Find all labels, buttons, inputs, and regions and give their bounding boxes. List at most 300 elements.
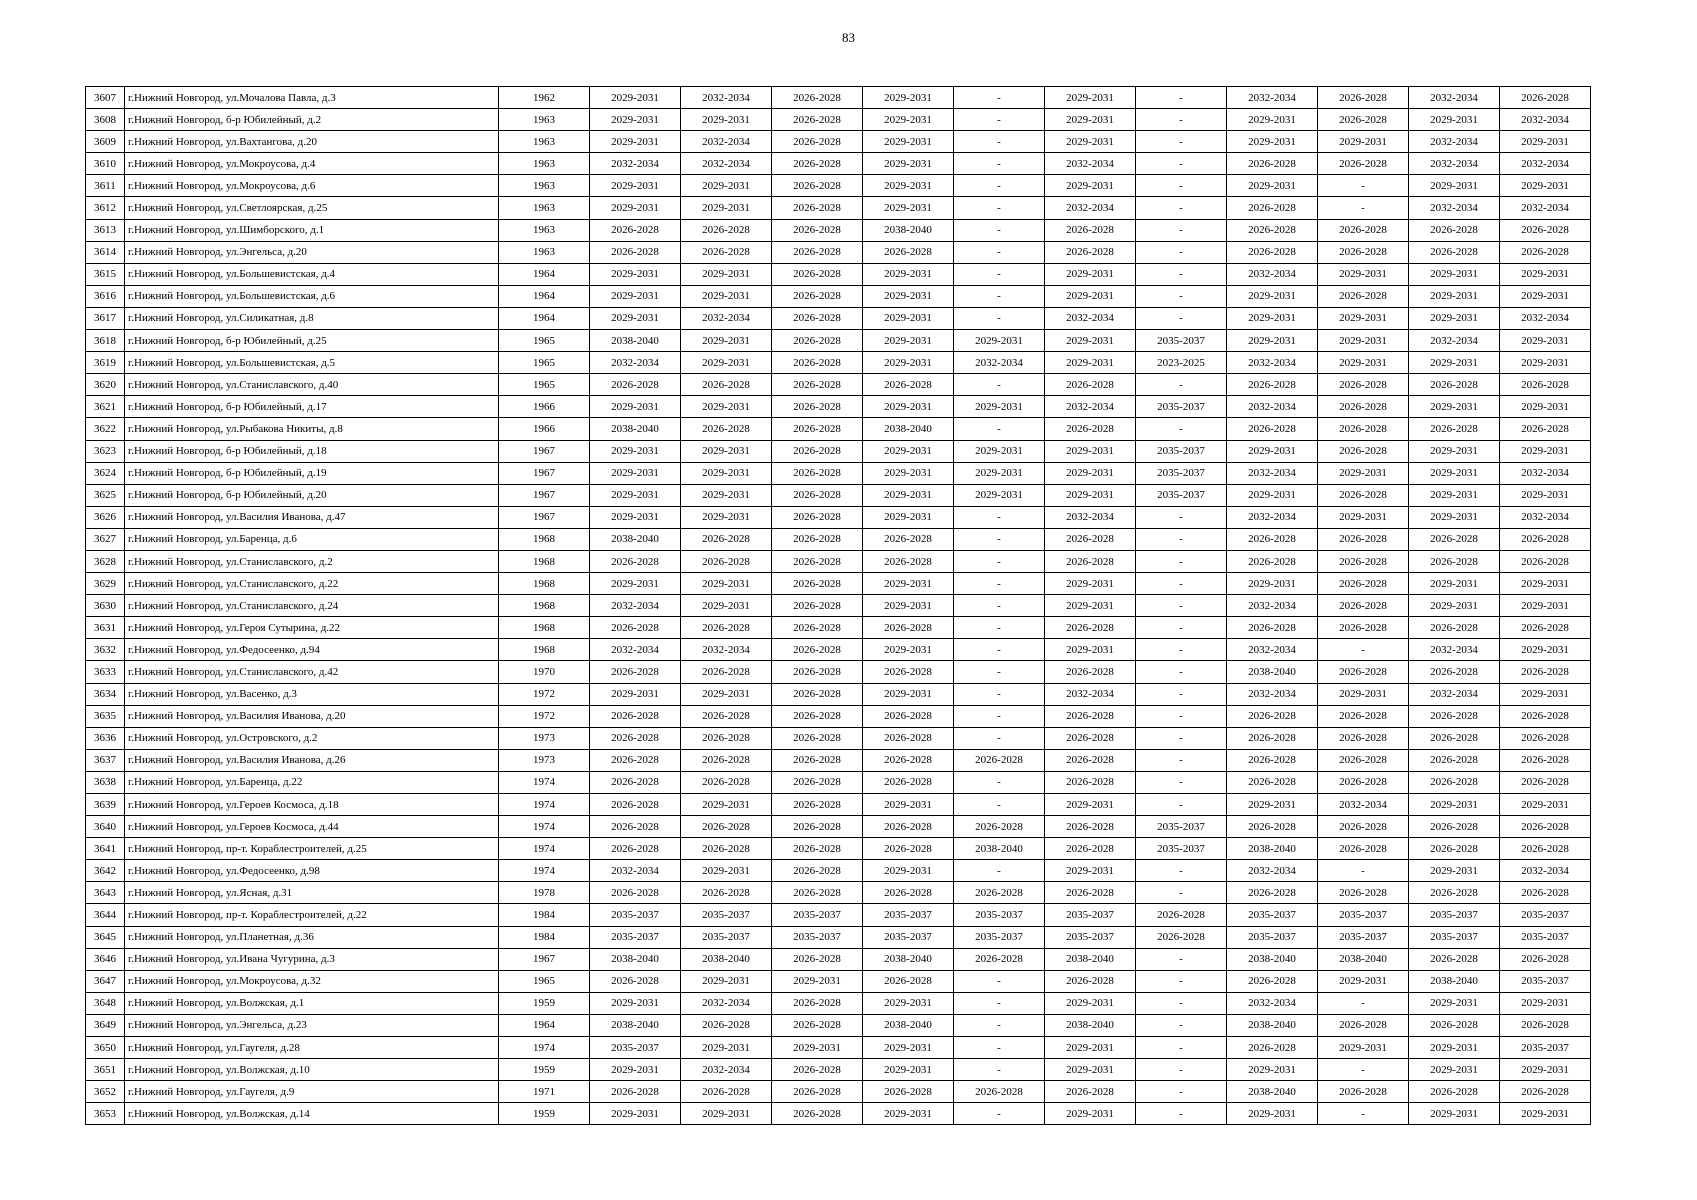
cell-row-number: 3620 — [86, 374, 125, 396]
cell-row-number: 3648 — [86, 992, 125, 1014]
cell-period-8: 2026-2028 — [1227, 1037, 1318, 1059]
cell-period-3: 2026-2028 — [772, 705, 863, 727]
cell-year-built: 1968 — [499, 617, 590, 639]
cell-period-6: 2026-2028 — [1045, 528, 1136, 550]
cell-period-2: 2026-2028 — [681, 1081, 772, 1103]
cell-period-10: 2029-2031 — [1409, 573, 1500, 595]
cell-period-11: 2032-2034 — [1500, 197, 1591, 219]
cell-period-2: 2026-2028 — [681, 241, 772, 263]
cell-period-6: 2029-2031 — [1045, 484, 1136, 506]
cell-period-7: - — [1136, 948, 1227, 970]
cell-period-9: 2029-2031 — [1318, 970, 1409, 992]
cell-period-1: 2029-2031 — [590, 506, 681, 528]
cell-period-2: 2029-2031 — [681, 595, 772, 617]
cell-period-2: 2026-2028 — [681, 617, 772, 639]
cell-period-5: - — [954, 87, 1045, 109]
cell-address: г.Нижний Новгород, ул.Ясная, д.31 — [125, 882, 499, 904]
cell-period-3: 2026-2028 — [772, 661, 863, 683]
cell-period-1: 2026-2028 — [590, 705, 681, 727]
cell-period-5: - — [954, 573, 1045, 595]
cell-period-2: 2029-2031 — [681, 506, 772, 528]
cell-period-9: 2029-2031 — [1318, 263, 1409, 285]
cell-period-4: 2029-2031 — [863, 109, 954, 131]
cell-period-8: 2032-2034 — [1227, 683, 1318, 705]
cell-period-5: 2035-2037 — [954, 926, 1045, 948]
cell-period-4: 2026-2028 — [863, 970, 954, 992]
cell-period-1: 2026-2028 — [590, 550, 681, 572]
cell-period-8: 2032-2034 — [1227, 396, 1318, 418]
cell-period-3: 2026-2028 — [772, 771, 863, 793]
cell-period-8: 2026-2028 — [1227, 705, 1318, 727]
table-row — [86, 860, 1591, 882]
cell-period-4: 2026-2028 — [863, 705, 954, 727]
cell-period-7: - — [1136, 153, 1227, 175]
cell-row-number: 3607 — [86, 87, 125, 109]
cell-period-11: 2029-2031 — [1500, 440, 1591, 462]
cell-period-10: 2026-2028 — [1409, 838, 1500, 860]
table-row — [86, 197, 1591, 219]
cell-period-10: 2029-2031 — [1409, 992, 1500, 1014]
cell-address: г.Нижний Новгород, ул.Энгельса, д.20 — [125, 241, 499, 263]
cell-row-number: 3640 — [86, 816, 125, 838]
cell-period-9: 2029-2031 — [1318, 462, 1409, 484]
cell-period-2: 2029-2031 — [681, 794, 772, 816]
cell-period-5: 2029-2031 — [954, 396, 1045, 418]
cell-period-1: 2035-2037 — [590, 904, 681, 926]
cell-period-6: 2035-2037 — [1045, 926, 1136, 948]
cell-year-built: 1978 — [499, 882, 590, 904]
cell-address: г.Нижний Новгород, б-р Юбилейный, д.20 — [125, 484, 499, 506]
cell-period-11: 2029-2031 — [1500, 595, 1591, 617]
cell-period-2: 2026-2028 — [681, 1014, 772, 1036]
cell-period-5: - — [954, 285, 1045, 307]
cell-period-6: 2026-2028 — [1045, 374, 1136, 396]
cell-period-1: 2026-2028 — [590, 838, 681, 860]
cell-period-11: 2032-2034 — [1500, 462, 1591, 484]
cell-period-9: 2029-2031 — [1318, 506, 1409, 528]
cell-period-8: 2026-2028 — [1227, 528, 1318, 550]
cell-period-10: 2029-2031 — [1409, 285, 1500, 307]
table-row — [86, 109, 1591, 131]
cell-address: г.Нижний Новгород, ул.Мочалова Павла, д.3 — [125, 87, 499, 109]
cell-period-9: 2026-2028 — [1318, 882, 1409, 904]
cell-period-6: 2029-2031 — [1045, 595, 1136, 617]
cell-period-2: 2038-2040 — [681, 948, 772, 970]
cell-period-6: 2032-2034 — [1045, 506, 1136, 528]
cell-period-4: 2035-2037 — [863, 926, 954, 948]
cell-period-3: 2026-2028 — [772, 882, 863, 904]
cell-period-3: 2029-2031 — [772, 1037, 863, 1059]
cell-period-4: 2038-2040 — [863, 1014, 954, 1036]
cell-period-10: 2032-2034 — [1409, 683, 1500, 705]
cell-period-9: 2029-2031 — [1318, 330, 1409, 352]
cell-period-6: 2029-2031 — [1045, 794, 1136, 816]
cell-year-built: 1970 — [499, 661, 590, 683]
cell-period-3: 2026-2028 — [772, 219, 863, 241]
cell-period-3: 2026-2028 — [772, 440, 863, 462]
cell-period-7: - — [1136, 307, 1227, 329]
cell-year-built: 1963 — [499, 175, 590, 197]
cell-address: г.Нижний Новгород, пр-т. Кораблестроителей, д.22 — [125, 904, 499, 926]
cell-period-10: 2026-2028 — [1409, 771, 1500, 793]
cell-period-5: 2029-2031 — [954, 462, 1045, 484]
cell-period-2: 2029-2031 — [681, 175, 772, 197]
cell-row-number: 3651 — [86, 1059, 125, 1081]
cell-period-1: 2026-2028 — [590, 970, 681, 992]
cell-period-6: 2032-2034 — [1045, 307, 1136, 329]
cell-period-1: 2026-2028 — [590, 241, 681, 263]
cell-period-2: 2026-2028 — [681, 771, 772, 793]
cell-year-built: 1973 — [499, 727, 590, 749]
cell-period-9: 2026-2028 — [1318, 87, 1409, 109]
cell-period-8: 2029-2031 — [1227, 307, 1318, 329]
cell-row-number: 3609 — [86, 131, 125, 153]
cell-address: г.Нижний Новгород, ул.Федосеенко, д.98 — [125, 860, 499, 882]
cell-row-number: 3644 — [86, 904, 125, 926]
cell-period-11: 2026-2028 — [1500, 219, 1591, 241]
cell-period-7: - — [1136, 573, 1227, 595]
cell-period-5: - — [954, 771, 1045, 793]
cell-period-5: - — [954, 1037, 1045, 1059]
cell-period-10: 2029-2031 — [1409, 263, 1500, 285]
cell-period-3: 2026-2028 — [772, 285, 863, 307]
cell-year-built: 1965 — [499, 352, 590, 374]
cell-year-built: 1984 — [499, 904, 590, 926]
cell-period-9: - — [1318, 197, 1409, 219]
cell-period-11: 2026-2028 — [1500, 374, 1591, 396]
cell-year-built: 1968 — [499, 573, 590, 595]
cell-period-9: 2035-2037 — [1318, 926, 1409, 948]
cell-period-11: 2026-2028 — [1500, 528, 1591, 550]
cell-row-number: 3630 — [86, 595, 125, 617]
cell-period-1: 2029-2031 — [590, 175, 681, 197]
cell-period-6: 2026-2028 — [1045, 970, 1136, 992]
cell-period-6: 2026-2028 — [1045, 838, 1136, 860]
cell-period-7: - — [1136, 197, 1227, 219]
cell-period-10: 2026-2028 — [1409, 528, 1500, 550]
cell-period-11: 2026-2028 — [1500, 771, 1591, 793]
cell-period-7: 2023-2025 — [1136, 352, 1227, 374]
cell-row-number: 3628 — [86, 550, 125, 572]
cell-period-6: 2026-2028 — [1045, 550, 1136, 572]
cell-period-8: 2029-2031 — [1227, 484, 1318, 506]
cell-period-1: 2035-2037 — [590, 1037, 681, 1059]
cell-year-built: 1963 — [499, 197, 590, 219]
cell-year-built: 1968 — [499, 528, 590, 550]
cell-period-5: 2026-2028 — [954, 1081, 1045, 1103]
cell-period-2: 2035-2037 — [681, 926, 772, 948]
cell-year-built: 1967 — [499, 948, 590, 970]
cell-period-11: 2029-2031 — [1500, 573, 1591, 595]
cell-period-11: 2029-2031 — [1500, 992, 1591, 1014]
cell-period-10: 2035-2037 — [1409, 904, 1500, 926]
cell-row-number: 3629 — [86, 573, 125, 595]
cell-year-built: 1964 — [499, 285, 590, 307]
cell-period-7: - — [1136, 506, 1227, 528]
cell-period-5: 2026-2028 — [954, 749, 1045, 771]
cell-period-9: 2026-2028 — [1318, 771, 1409, 793]
cell-period-3: 2026-2028 — [772, 1059, 863, 1081]
cell-period-3: 2035-2037 — [772, 926, 863, 948]
cell-period-1: 2029-2031 — [590, 573, 681, 595]
cell-period-1: 2029-2031 — [590, 197, 681, 219]
cell-period-3: 2026-2028 — [772, 131, 863, 153]
cell-period-7: - — [1136, 241, 1227, 263]
cell-period-6: 2026-2028 — [1045, 418, 1136, 440]
cell-period-8: 2026-2028 — [1227, 219, 1318, 241]
cell-period-6: 2026-2028 — [1045, 241, 1136, 263]
cell-period-5: - — [954, 374, 1045, 396]
cell-period-1: 2038-2040 — [590, 330, 681, 352]
cell-period-10: 2026-2028 — [1409, 882, 1500, 904]
cell-period-1: 2035-2037 — [590, 926, 681, 948]
cell-address: г.Нижний Новгород, ул.Островского, д.2 — [125, 727, 499, 749]
cell-period-4: 2029-2031 — [863, 1037, 954, 1059]
cell-year-built: 1984 — [499, 926, 590, 948]
cell-period-11: 2032-2034 — [1500, 153, 1591, 175]
cell-period-5: - — [954, 705, 1045, 727]
cell-period-10: 2035-2037 — [1409, 926, 1500, 948]
cell-period-11: 2035-2037 — [1500, 904, 1591, 926]
cell-period-8: 2032-2034 — [1227, 352, 1318, 374]
cell-period-3: 2026-2028 — [772, 87, 863, 109]
cell-year-built: 1968 — [499, 550, 590, 572]
cell-period-6: 2032-2034 — [1045, 197, 1136, 219]
cell-year-built: 1971 — [499, 1081, 590, 1103]
cell-period-5: - — [954, 639, 1045, 661]
cell-address: г.Нижний Новгород, ул.Станиславского, д.42 — [125, 661, 499, 683]
cell-year-built: 1964 — [499, 1014, 590, 1036]
cell-period-9: - — [1318, 1103, 1409, 1125]
cell-period-4: 2029-2031 — [863, 396, 954, 418]
cell-period-2: 2026-2028 — [681, 882, 772, 904]
table-row — [86, 1081, 1591, 1103]
cell-period-4: 2026-2028 — [863, 550, 954, 572]
cell-address: г.Нижний Новгород, ул.Вахтангова, д.20 — [125, 131, 499, 153]
cell-period-2: 2029-2031 — [681, 263, 772, 285]
cell-period-6: 2029-2031 — [1045, 263, 1136, 285]
cell-period-8: 2029-2031 — [1227, 1059, 1318, 1081]
cell-period-11: 2026-2028 — [1500, 1014, 1591, 1036]
cell-period-4: 2029-2031 — [863, 484, 954, 506]
cell-period-5: - — [954, 1014, 1045, 1036]
cell-period-2: 2029-2031 — [681, 573, 772, 595]
cell-period-1: 2029-2031 — [590, 396, 681, 418]
cell-period-10: 2032-2034 — [1409, 639, 1500, 661]
cell-period-1: 2026-2028 — [590, 771, 681, 793]
cell-period-4: 2029-2031 — [863, 263, 954, 285]
cell-period-5: 2026-2028 — [954, 948, 1045, 970]
table-row — [86, 352, 1591, 374]
cell-period-4: 2026-2028 — [863, 816, 954, 838]
cell-period-6: 2026-2028 — [1045, 771, 1136, 793]
cell-address: г.Нижний Новгород, ул.Баренца, д.6 — [125, 528, 499, 550]
cell-row-number: 3642 — [86, 860, 125, 882]
table-row — [86, 705, 1591, 727]
cell-period-4: 2026-2028 — [863, 1081, 954, 1103]
cell-period-4: 2029-2031 — [863, 307, 954, 329]
cell-period-7: 2035-2037 — [1136, 816, 1227, 838]
cell-period-3: 2026-2028 — [772, 462, 863, 484]
table-row — [86, 992, 1591, 1014]
table-row — [86, 683, 1591, 705]
cell-year-built: 1959 — [499, 1103, 590, 1125]
cell-address: г.Нижний Новгород, ул.Васенко, д.3 — [125, 683, 499, 705]
cell-period-10: 2026-2028 — [1409, 749, 1500, 771]
cell-period-10: 2026-2028 — [1409, 550, 1500, 572]
table-row — [86, 550, 1591, 572]
cell-row-number: 3636 — [86, 727, 125, 749]
cell-period-1: 2038-2040 — [590, 418, 681, 440]
cell-period-7: - — [1136, 1037, 1227, 1059]
cell-period-5: 2026-2028 — [954, 882, 1045, 904]
cell-period-2: 2032-2034 — [681, 639, 772, 661]
cell-period-2: 2029-2031 — [681, 396, 772, 418]
cell-period-8: 2029-2031 — [1227, 330, 1318, 352]
cell-period-7: - — [1136, 970, 1227, 992]
cell-address: г.Нижний Новгород, ул.Волжская, д.10 — [125, 1059, 499, 1081]
cell-period-9: - — [1318, 639, 1409, 661]
cell-period-4: 2026-2028 — [863, 241, 954, 263]
cell-period-7: 2026-2028 — [1136, 904, 1227, 926]
table-row — [86, 661, 1591, 683]
cell-period-5: - — [954, 992, 1045, 1014]
cell-period-9: 2026-2028 — [1318, 396, 1409, 418]
cell-period-1: 2032-2034 — [590, 860, 681, 882]
cell-period-7: - — [1136, 617, 1227, 639]
cell-period-4: 2029-2031 — [863, 131, 954, 153]
cell-period-8: 2038-2040 — [1227, 838, 1318, 860]
cell-period-4: 2038-2040 — [863, 948, 954, 970]
cell-year-built: 1964 — [499, 263, 590, 285]
cell-period-11: 2032-2034 — [1500, 506, 1591, 528]
cell-period-8: 2026-2028 — [1227, 771, 1318, 793]
cell-period-8: 2032-2034 — [1227, 860, 1318, 882]
cell-period-10: 2029-2031 — [1409, 440, 1500, 462]
table-row — [86, 573, 1591, 595]
cell-period-11: 2026-2028 — [1500, 550, 1591, 572]
cell-period-2: 2029-2031 — [681, 462, 772, 484]
cell-address: г.Нижний Новгород, ул.Станиславского, д.2 — [125, 550, 499, 572]
cell-period-5: 2032-2034 — [954, 352, 1045, 374]
cell-period-9: 2029-2031 — [1318, 131, 1409, 153]
cell-period-10: 2032-2034 — [1409, 330, 1500, 352]
cell-period-8: 2029-2031 — [1227, 573, 1318, 595]
cell-period-9: 2026-2028 — [1318, 241, 1409, 263]
cell-period-10: 2026-2028 — [1409, 418, 1500, 440]
cell-period-4: 2029-2031 — [863, 352, 954, 374]
cell-period-8: 2026-2028 — [1227, 617, 1318, 639]
cell-period-1: 2029-2031 — [590, 263, 681, 285]
cell-row-number: 3613 — [86, 219, 125, 241]
cell-period-2: 2029-2031 — [681, 970, 772, 992]
cell-address: г.Нижний Новгород, ул.Мокроусова, д.6 — [125, 175, 499, 197]
cell-period-6: 2029-2031 — [1045, 462, 1136, 484]
cell-period-5: 2038-2040 — [954, 838, 1045, 860]
cell-row-number: 3639 — [86, 794, 125, 816]
cell-period-4: 2029-2031 — [863, 1103, 954, 1125]
cell-period-1: 2026-2028 — [590, 374, 681, 396]
cell-period-9: 2026-2028 — [1318, 595, 1409, 617]
cell-row-number: 3622 — [86, 418, 125, 440]
cell-period-7: - — [1136, 794, 1227, 816]
cell-period-9: 2026-2028 — [1318, 573, 1409, 595]
cell-address: г.Нижний Новгород, пр-т. Кораблестроителей, д.25 — [125, 838, 499, 860]
cell-period-1: 2038-2040 — [590, 948, 681, 970]
cell-period-4: 2026-2028 — [863, 528, 954, 550]
table-row — [86, 506, 1591, 528]
cell-address: г.Нижний Новгород, б-р Юбилейный, д.18 — [125, 440, 499, 462]
cell-period-5: - — [954, 175, 1045, 197]
cell-address: г.Нижний Новгород, ул.Федосеенко, д.94 — [125, 639, 499, 661]
cell-period-11: 2035-2037 — [1500, 1037, 1591, 1059]
cell-period-9: 2026-2028 — [1318, 838, 1409, 860]
cell-period-9: 2026-2028 — [1318, 285, 1409, 307]
cell-period-8: 2026-2028 — [1227, 241, 1318, 263]
cell-period-1: 2026-2028 — [590, 727, 681, 749]
cell-period-4: 2029-2031 — [863, 197, 954, 219]
cell-period-11: 2029-2031 — [1500, 396, 1591, 418]
cell-period-1: 2032-2034 — [590, 153, 681, 175]
cell-period-2: 2029-2031 — [681, 440, 772, 462]
cell-period-1: 2026-2028 — [590, 749, 681, 771]
cell-year-built: 1964 — [499, 307, 590, 329]
cell-period-7: - — [1136, 528, 1227, 550]
cell-period-8: 2029-2031 — [1227, 794, 1318, 816]
cell-period-5: - — [954, 550, 1045, 572]
cell-period-3: 2026-2028 — [772, 197, 863, 219]
cell-period-10: 2029-2031 — [1409, 175, 1500, 197]
cell-year-built: 1966 — [499, 396, 590, 418]
cell-row-number: 3643 — [86, 882, 125, 904]
table-row — [86, 330, 1591, 352]
cell-period-10: 2029-2031 — [1409, 307, 1500, 329]
cell-period-1: 2029-2031 — [590, 307, 681, 329]
cell-period-7: - — [1136, 175, 1227, 197]
cell-period-6: 2029-2031 — [1045, 1103, 1136, 1125]
cell-year-built: 1963 — [499, 109, 590, 131]
cell-period-7: - — [1136, 374, 1227, 396]
cell-period-10: 2032-2034 — [1409, 153, 1500, 175]
cell-period-6: 2029-2031 — [1045, 109, 1136, 131]
cell-year-built: 1972 — [499, 683, 590, 705]
cell-period-1: 2029-2031 — [590, 1103, 681, 1125]
cell-period-11: 2029-2031 — [1500, 285, 1591, 307]
cell-period-8: 2026-2028 — [1227, 749, 1318, 771]
cell-address: г.Нижний Новгород, ул.Баренца, д.22 — [125, 771, 499, 793]
cell-period-8: 2038-2040 — [1227, 948, 1318, 970]
cell-period-8: 2038-2040 — [1227, 1081, 1318, 1103]
cell-year-built: 1973 — [499, 749, 590, 771]
cell-period-4: 2029-2031 — [863, 462, 954, 484]
cell-period-8: 2026-2028 — [1227, 816, 1318, 838]
cell-row-number: 3621 — [86, 396, 125, 418]
cell-period-7: 2026-2028 — [1136, 926, 1227, 948]
cell-period-8: 2035-2037 — [1227, 926, 1318, 948]
cell-period-8: 2038-2040 — [1227, 1014, 1318, 1036]
cell-period-6: 2029-2031 — [1045, 1037, 1136, 1059]
table-row — [86, 794, 1591, 816]
cell-period-6: 2026-2028 — [1045, 749, 1136, 771]
cell-period-9: 2029-2031 — [1318, 683, 1409, 705]
cell-period-4: 2026-2028 — [863, 882, 954, 904]
cell-row-number: 3633 — [86, 661, 125, 683]
cell-period-9: 2026-2028 — [1318, 484, 1409, 506]
table-row — [86, 285, 1591, 307]
cell-period-7: - — [1136, 87, 1227, 109]
cell-period-4: 2026-2028 — [863, 617, 954, 639]
cell-period-10: 2029-2031 — [1409, 352, 1500, 374]
